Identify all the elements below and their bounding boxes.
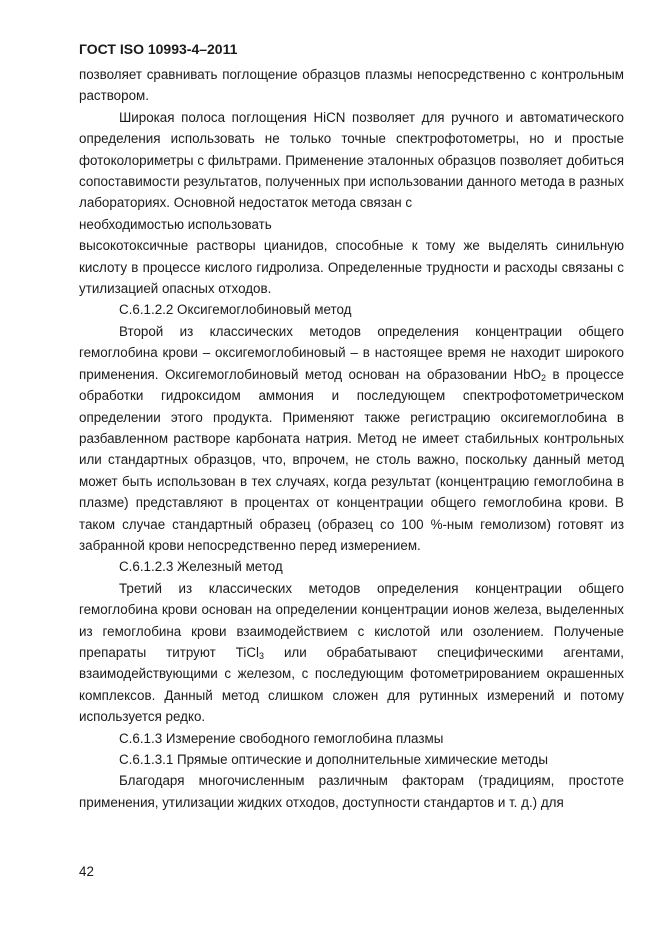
paragraph-hicn-text: Широкая полоса поглощения HiCN позволяет для ручного и автоматического определения использовать не только точные спектрофотометры, но и простые фотоколориметры с фильтрами. Применение эталонных образцов позволяет добиться сопоставимости результатов, полученных при использовании данного метода в разных лабораториях. Основной недостаток метода связан с bbox=[79, 109, 624, 211]
paragraph-oxyhemoglobin bbox=[79, 321, 624, 556]
section-heading-oxyhemoglobin: С.6.1.2.2 Оксигемоглобиновый метод bbox=[119, 302, 352, 318]
paragraph-hicn-break: необходимостью использовать bbox=[79, 216, 272, 232]
paragraph-factors: Благодаря многочисленным различным факторам (традициям, простоте применения, утилизации жидких отходов, доступности стандартов и т. д.) для bbox=[79, 773, 624, 810]
paragraph-hicn-continued: высокотоксичные растворы цианидов, способные к тому же выделять синильную кислоту в процессе кислого гидролиза. Определенные трудности и расходы связаны с утилизацией опасных отходов. bbox=[79, 238, 624, 297]
paragraph-oxyhemoglobin-text-1: Второй из классических методов определения концентрации общего гемоглобина крови – оксигемоглобиновый – в настоящее время не находит широкого применения. Оксигемоглобиновый метод основан на образовании HbO bbox=[79, 323, 624, 382]
paragraph-iron-text-2: или обрабатывают специфическими агентами, взаимодействующими с железом, с последующим фотометрированием окрашенных комплексов. Данный метод слишком сложен для рутинных измерений и потому используется редко. bbox=[79, 644, 624, 725]
paragraph-continuation: позволяет сравнивать поглощение образцов плазмы непосредственно с контрольным раствором. bbox=[79, 67, 624, 104]
page-number: 42 bbox=[79, 864, 94, 879]
section-heading-iron: С.6.1.2.3 Железный метод bbox=[119, 559, 283, 575]
section-heading-direct-optical: С.6.1.3.1 Прямые оптические и дополнительные химические методы bbox=[119, 752, 548, 767]
paragraph-iron-text-1: Третий из классических методов определения концентрации общего гемоглобина крови основан на определении концентрации ионов железа, выделенных из гемоглобина крови взаимодействием с кислотой или озолением. Полученые препараты титруют TiCl bbox=[79, 580, 624, 660]
paragraph-hicn bbox=[79, 107, 624, 235]
paragraph-iron bbox=[79, 578, 624, 728]
standard-header: ГОСТ ISO 10993-4–2011 bbox=[79, 41, 238, 57]
paragraph-oxyhemoglobin-text-2: в процессе обработки гидроксидом аммония и последующем спектрофотометрическом определении этого продукта. Применяют также регистрацию оксигемоглобина в разбавленном растворе карбоната натрия. Метод не имеет стабильных контрольных или стандартных образцов, что, впрочем, не столь важно, поскольку данный метод может быть использован в тех случаях, когда результат (концентрацию гемоглобина в плазме) представляют в процентах от концентрации общего гемоглобина крови. В таком случае стандартный образец (образец со 100 %-ным гемолизом) готовят из забранной крови непосредственно перед измерением. bbox=[79, 366, 624, 553]
section-heading-free-hemoglobin: С.6.1.3 Измерение свободного гемоглобина плазмы bbox=[119, 730, 444, 746]
subscript-3: 3 bbox=[259, 650, 265, 661]
subscript-2: 2 bbox=[541, 372, 547, 383]
